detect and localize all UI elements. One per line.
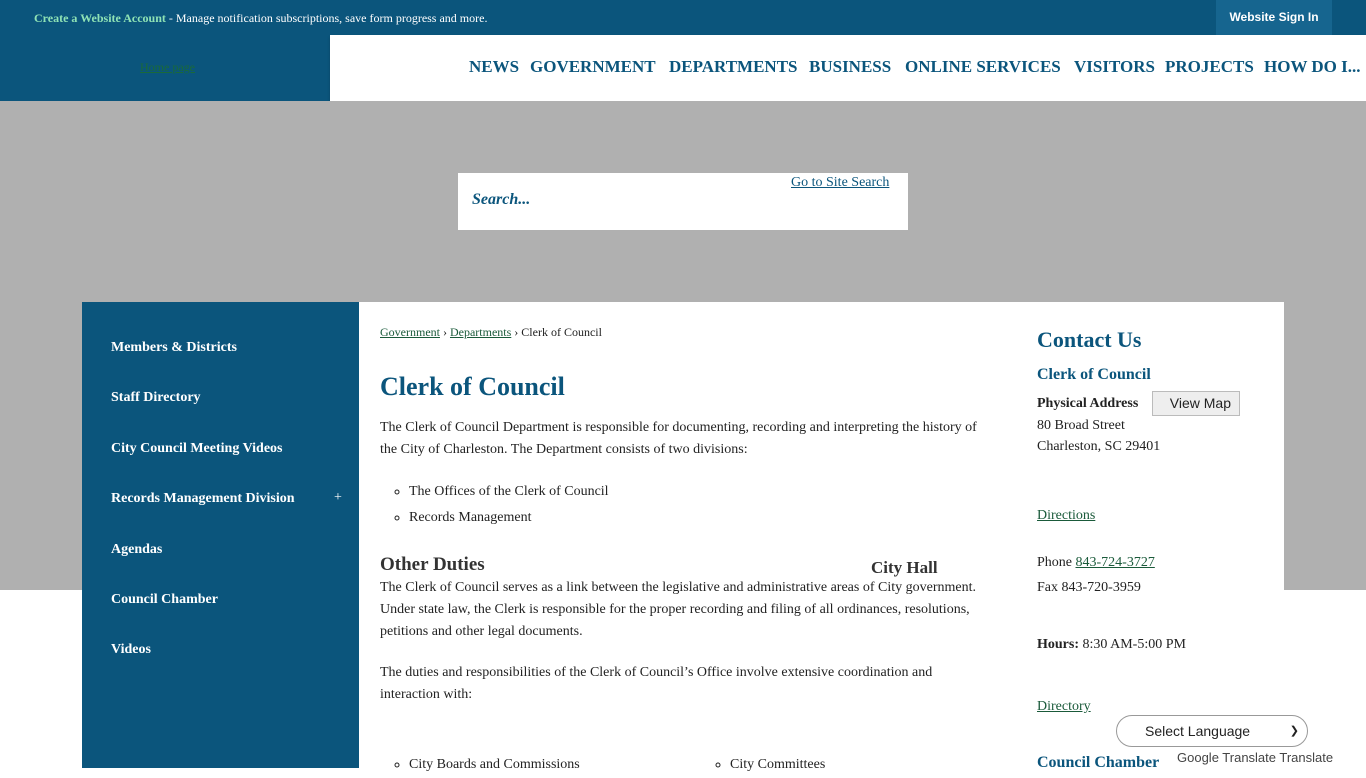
sidebar-item-videos[interactable]: Videos bbox=[111, 642, 151, 657]
nav-projects[interactable]: PROJECTS bbox=[1165, 57, 1254, 76]
list-item: ◦ City Boards and Commissions bbox=[409, 752, 580, 778]
nav-visitors[interactable]: VISITORS bbox=[1074, 57, 1155, 76]
other-duties-heading: Other Duties bbox=[380, 554, 485, 575]
hours-label: Hours: bbox=[1037, 637, 1079, 652]
account-message: - Manage notification subscriptions, save form progress and more. bbox=[165, 11, 488, 25]
nav-departments[interactable]: DEPARTMENTS bbox=[669, 57, 798, 76]
intro-text: The Clerk of Council Department is responsible for documenting, recording and interpreting the history of the City of Charleston. The Department consists of two divisions: bbox=[380, 420, 977, 457]
top-bar bbox=[0, 0, 1366, 35]
sidebar-item-agendas[interactable]: Agendas bbox=[111, 542, 163, 557]
sidebar-item-staff-directory[interactable]: Staff Directory bbox=[111, 390, 201, 405]
main-nav bbox=[330, 35, 1366, 101]
main-content bbox=[359, 302, 1284, 772]
nav-government[interactable]: GOVERNMENT bbox=[530, 57, 656, 76]
address-city: Charleston, SC 29401 bbox=[1037, 439, 1161, 454]
directions-link[interactable]: Directions bbox=[1037, 508, 1096, 523]
address-street: 80 Broad Street bbox=[1037, 418, 1125, 433]
home-logo-link[interactable]: Home page bbox=[140, 60, 195, 74]
duties-paragraph bbox=[380, 577, 990, 643]
chevron-down-icon: ❯ bbox=[1289, 725, 1299, 737]
list-item: ◦ Records Management bbox=[409, 505, 609, 531]
sidebar-item-members[interactable]: Members & Districts bbox=[111, 340, 237, 355]
google-translate-label: Google Translate Translate bbox=[1177, 750, 1334, 765]
sidebar-item-records[interactable]: Records Management Division bbox=[111, 491, 295, 506]
coordination-list-a bbox=[409, 752, 580, 778]
breadcrumb-departments[interactable]: Departments bbox=[449, 325, 512, 339]
breadcrumb-government[interactable]: Government bbox=[380, 325, 440, 339]
logo-area bbox=[0, 35, 330, 101]
sidebar bbox=[82, 302, 359, 768]
list-item: ◦ City Committees bbox=[730, 752, 825, 778]
breadcrumb-separator: › bbox=[439, 325, 450, 339]
nav-online-services[interactable]: ONLINE SERVICES bbox=[905, 57, 1061, 76]
page-title: Clerk of Council bbox=[380, 372, 565, 401]
sidebar-item-meeting-videos[interactable]: City Council Meeting Videos bbox=[111, 441, 283, 456]
breadcrumb-current: Clerk of Council bbox=[521, 325, 602, 339]
search-input[interactable] bbox=[472, 191, 772, 209]
duties-text: The Clerk of Council serves as a link between the legislative and administrative areas of City government. Under state law, the Clerk is responsible for the proper recording and filing of all ordinances, resolutions, petitions and other legal documents. bbox=[380, 580, 976, 639]
city-hall-image: City Hall bbox=[871, 558, 938, 577]
view-map-button[interactable]: View Map bbox=[1152, 391, 1240, 416]
directory-link[interactable]: Directory bbox=[1037, 699, 1091, 714]
sign-in-button[interactable]: Website Sign In bbox=[1216, 0, 1332, 35]
coordination-text: The duties and responsibilities of the Clerk of Council’s Office involve extensive coordination and interaction with: bbox=[380, 665, 933, 702]
contact-title: Contact Us bbox=[1037, 327, 1142, 352]
create-account-link[interactable]: Create a Website Account bbox=[34, 11, 166, 25]
contact-department: Clerk of Council bbox=[1037, 366, 1151, 383]
breadcrumb bbox=[380, 325, 602, 340]
list-item: ◦ The Offices of the Clerk of Council bbox=[409, 479, 609, 505]
coordination-list-b bbox=[730, 752, 825, 778]
language-select-value: Select Language bbox=[1145, 723, 1251, 739]
site-search bbox=[458, 173, 908, 230]
nav-news[interactable]: NEWS bbox=[469, 57, 520, 76]
expand-icon[interactable]: + bbox=[334, 490, 342, 505]
council-chamber-heading: Council Chamber bbox=[1037, 754, 1160, 771]
hours-value: 8:30 AM-5:00 PM bbox=[1079, 637, 1186, 652]
divisions-list bbox=[409, 479, 609, 531]
language-select[interactable] bbox=[1116, 715, 1308, 747]
sidebar-item-council-chamber[interactable]: Council Chamber bbox=[111, 592, 218, 607]
fax: Fax 843-720-3959 bbox=[1037, 580, 1141, 595]
search-button[interactable]: Go to Site Search bbox=[791, 175, 890, 190]
phone-link[interactable]: 843-724-3727 bbox=[1075, 555, 1155, 570]
breadcrumb-separator: › bbox=[511, 325, 522, 339]
phone-label: Phone bbox=[1037, 555, 1076, 570]
nav-how-do-i[interactable]: HOW DO I... bbox=[1264, 57, 1361, 76]
address-label: Physical Address bbox=[1037, 396, 1139, 411]
nav-business[interactable]: BUSINESS bbox=[809, 57, 892, 76]
